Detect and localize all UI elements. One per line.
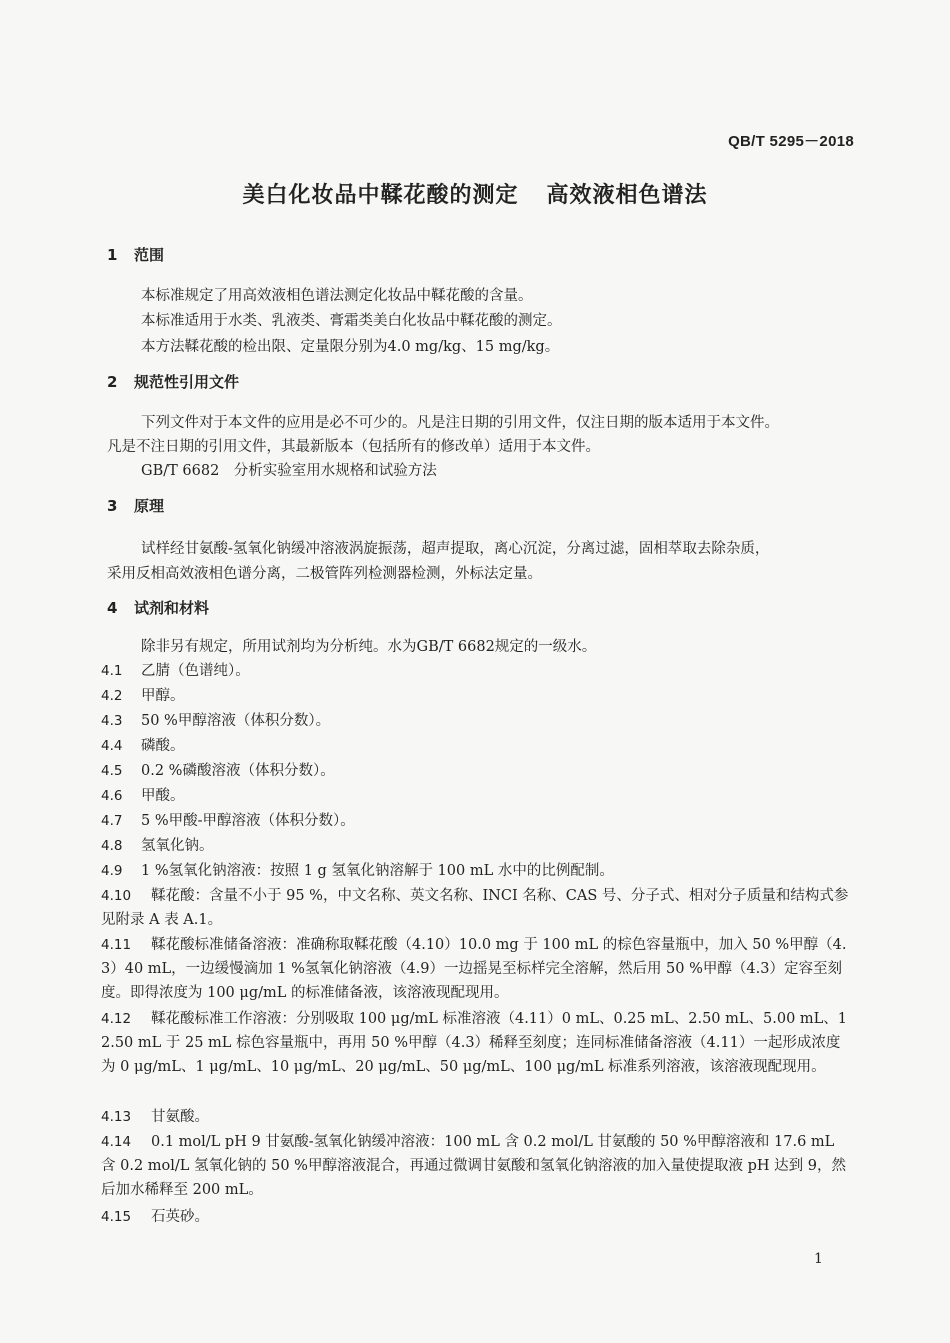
refs-paragraph-line-1: 下列文件对于本文件的应用是必不可少的。凡是注日期的引用文件，仅注日期的版本适用于本文件。 — [141, 415, 779, 431]
list-item — [101, 659, 849, 683]
list-item — [101, 933, 849, 1005]
section-title: 试剂和材料 — [134, 599, 210, 617]
list-item — [101, 759, 849, 783]
item-text: 0.1 mol/L pH 9 甘氨酸-氢氧化钠缓冲溶液：100 mL 含 0.2 mol/L 甘氨酸的 50 %甲醇溶液和 17.6 mL 含 0.2 mol/L 氢氧化钠的 50 %甲醇溶液混合，再通过微调甘氨酸和氢氧化钠溶液的加入量使提取液 pH 达到 9，然后加水稀释至 200 mL。 — [101, 1134, 846, 1198]
refs-paragraph-line-2: 凡是不注日期的引用文件，其最新版本（包括所有的修改单）适用于本文件。 — [107, 439, 600, 455]
item-number: 4.14 — [101, 1134, 132, 1150]
title-main: 美白化妆品中鞣花酸的测定 — [242, 183, 519, 208]
item-text: 甲酸。 — [141, 788, 185, 804]
principle-line-2: 采用反相高效液相色谱分离，二极管阵列检测器检测，外标法定量。 — [107, 566, 542, 582]
section-title: 规范性引用文件 — [134, 373, 240, 391]
section-number: 3 — [107, 497, 118, 515]
scope-paragraph-1: 本标准规定了用高效液相色谱法测定化妆品中鞣花酸的含量。 — [141, 288, 533, 304]
item-text: 氢氧化钠。 — [141, 838, 214, 854]
item-text: 石英砂。 — [151, 1209, 209, 1225]
scope-paragraph-3: 本方法鞣花酸的检出限、定量限分别为4.0 mg/kg、15 mg/kg。 — [141, 339, 560, 355]
section-2-heading — [107, 371, 239, 392]
item-text: 5 %甲酸-甲醇溶液（体积分数）。 — [141, 813, 355, 829]
item-number: 4.5 — [101, 763, 123, 779]
refs-gbt6682: GB/T 6682 分析实验室用水规格和试验方法 — [141, 463, 437, 479]
item-text: 50 %甲醇溶液（体积分数）。 — [141, 713, 331, 729]
item-text: 磷酸。 — [141, 738, 185, 754]
list-item — [101, 1105, 849, 1129]
section-3-heading — [107, 495, 164, 516]
item-number: 4.11 — [101, 937, 132, 953]
section-number: 1 — [107, 246, 118, 264]
item-number: 4.13 — [101, 1109, 132, 1125]
section-number: 4 — [107, 599, 118, 617]
list-item — [101, 1205, 849, 1229]
title-method: 高效液相色谱法 — [546, 183, 708, 208]
scope-paragraph-2: 本标准适用于水类、乳液类、膏霜类美白化妆品中鞣花酸的测定。 — [141, 313, 562, 329]
item-text: 鞣花酸：含量不小于 95 %，中文名称、英文名称、INCI 名称、CAS 号、分子式、相对分子质量和结构式参见附录 A 表 A.1。 — [101, 888, 849, 928]
item-text: 乙腈（色谱纯）。 — [141, 663, 250, 679]
item-text: 鞣花酸标准工作溶液：分别吸取 100 μg/mL 标准溶液（4.11）0 mL、0.25 mL、2.50 mL、5.00 mL、12.50 mL 于 25 mL 棕色容量瓶中，再用 50 %甲醇（4.3）稀释至刻度；连同标准储备溶液（4.11）一起形成浓度为 0 μg/mL、1 μg/mL、10 μg/mL、20 μg/mL、50 μg/mL、100 μg/mL 标准系列溶液，该溶液现配现用。 — [101, 1011, 848, 1075]
section-1-heading — [107, 244, 164, 265]
section-number: 2 — [107, 373, 118, 391]
item-number: 4.7 — [101, 813, 123, 829]
item-text: 甲醇。 — [141, 688, 185, 704]
item-number: 4.8 — [101, 838, 123, 854]
list-item — [101, 1007, 849, 1079]
list-item — [101, 809, 849, 833]
item-text: 0.2 %磷酸溶液（体积分数）。 — [141, 763, 335, 779]
section-title: 原理 — [134, 497, 165, 515]
item-number: 4.1 — [101, 663, 123, 679]
item-text: 甘氨酸。 — [151, 1109, 209, 1125]
reagents-intro: 除非另有规定，所用试剂均为分析纯。水为GB/T 6682规定的一级水。 — [141, 639, 597, 655]
item-number: 4.9 — [101, 863, 123, 879]
list-item — [101, 734, 849, 758]
item-number: 4.6 — [101, 788, 123, 804]
item-text: 1 %氢氧化钠溶液：按照 1 g 氢氧化钠溶解于 100 mL 水中的比例配制。 — [141, 863, 614, 879]
list-item — [101, 684, 849, 708]
standard-code: QB/T 5295－2018 — [728, 133, 854, 150]
item-number: 4.2 — [101, 688, 123, 704]
section-4-heading — [107, 597, 209, 618]
item-number: 4.10 — [101, 888, 132, 904]
principle-line-1: 试样经甘氨酸-氢氧化钠缓冲溶液涡旋振荡，超声提取，离心沉淀，分离过滤，固相萃取去除杂质， — [141, 541, 770, 557]
list-item — [101, 784, 849, 808]
list-item — [101, 859, 849, 883]
item-text: 鞣花酸标准储备溶液：准确称取鞣花酸（4.10）10.0 mg 于 100 mL 的棕色容量瓶中，加入 50 %甲醇（4.3）40 mL，一边缓慢滴加 1 %氢氧化钠溶液（4.9）一边摇晃至标样完全溶解，然后用 50 %甲醇（4.3）定容至刻度。即得浓度为 100 μg/mL 的标准储备液，该溶液现配现用。 — [101, 937, 847, 1001]
item-number: 4.3 — [101, 713, 123, 729]
item-number: 4.12 — [101, 1011, 132, 1027]
list-item — [101, 834, 849, 858]
list-item — [101, 1130, 849, 1202]
document-title — [0, 178, 950, 209]
page-number: 1 — [814, 1251, 823, 1267]
item-number: 4.4 — [101, 738, 123, 754]
list-item — [101, 884, 849, 932]
section-title: 范围 — [134, 246, 165, 264]
list-item — [101, 709, 849, 733]
item-number: 4.15 — [101, 1209, 132, 1225]
